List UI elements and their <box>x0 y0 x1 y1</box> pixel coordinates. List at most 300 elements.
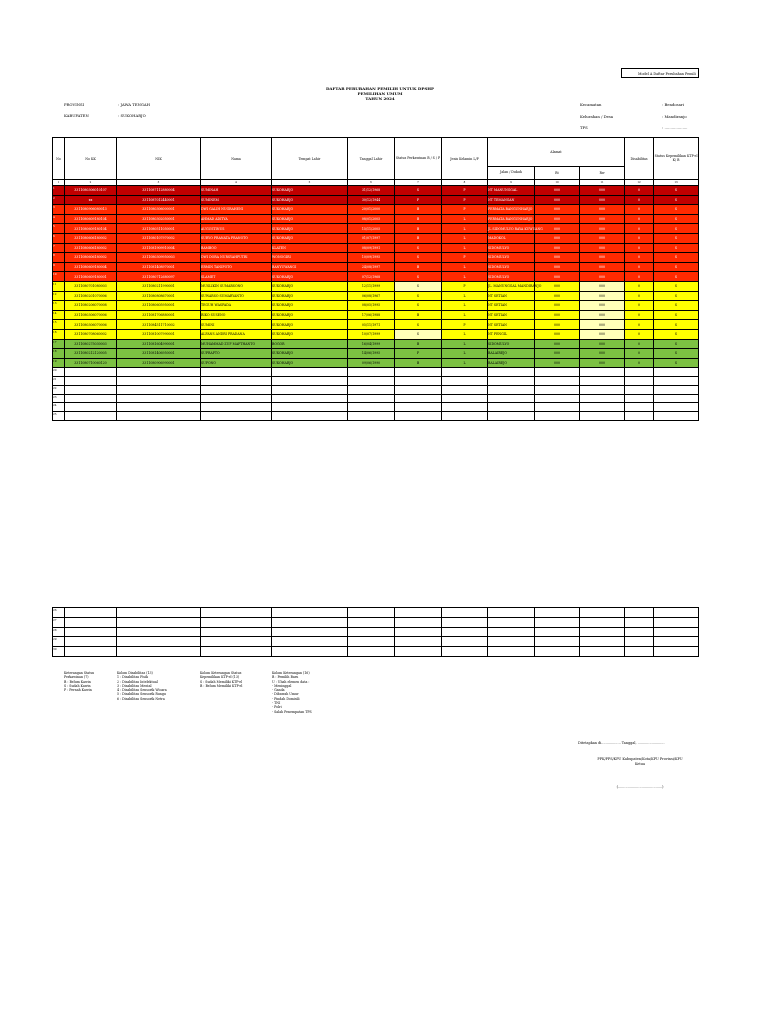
row-number: 26 <box>53 608 65 618</box>
cell-jalan: BALAIREJO <box>488 349 535 359</box>
empty-cell <box>348 394 395 403</box>
row-number: 9 <box>53 262 65 272</box>
note-line: - Meninggal <box>272 683 292 688</box>
empty-cell <box>272 412 348 421</box>
empty-cell <box>348 617 395 627</box>
note-line: B : Pemilih Baru <box>272 675 299 680</box>
empty-cell <box>117 394 201 403</box>
column-number: 9 <box>488 180 535 186</box>
empty-cell <box>625 368 654 377</box>
cell-status-perkawinan: S <box>395 243 442 253</box>
row-number: 21 <box>53 377 65 386</box>
row-number: 15 <box>53 320 65 330</box>
cell-jalan: PERMATA BANGUNHARJO <box>488 214 535 224</box>
cell-jenis-kelamin: P <box>442 281 488 291</box>
empty-cell <box>272 627 348 637</box>
header-no-kk: No KK <box>65 138 117 180</box>
cell-tempat-lahir: BANYUWANGI <box>272 262 348 272</box>
cell-tanggal-lahir: 20/01/2000 <box>348 205 395 215</box>
empty-cell <box>395 647 442 657</box>
cell-jenis-kelamin: L <box>442 310 488 320</box>
empty-cell <box>442 394 488 403</box>
cell-rw: 000 <box>580 272 625 282</box>
cell-tempat-lahir: SUKOHARJO <box>272 233 348 243</box>
cell-rw: 000 <box>580 186 625 196</box>
empty-row[interactable] <box>53 377 699 386</box>
cell-disabilitas: 0 <box>625 262 654 272</box>
cell-tempat-lahir: SUKOHARJO <box>272 224 348 234</box>
empty-cell <box>348 647 395 657</box>
cell-disabilitas: 0 <box>625 358 654 368</box>
note-line: Keterangan Status <box>64 671 95 675</box>
cell-tempat-lahir: SUKOHARJO <box>272 329 348 339</box>
cell-no-kk: 3311080701080003 <box>65 281 117 291</box>
cell-disabilitas: 0 <box>625 224 654 234</box>
notes-keterangan <box>272 671 312 714</box>
row-number: 20 <box>53 368 65 377</box>
cell-status-ktp: S <box>654 272 699 282</box>
cell-tanggal-lahir: 07/12/1968 <box>348 272 395 282</box>
cell-nik: 3311080808670001 <box>117 291 201 301</box>
cell-nama: BAMBOO <box>201 243 272 253</box>
cell-rt: 000 <box>535 186 580 196</box>
note-line: Kepemilikan KTP-el (13) <box>200 675 240 680</box>
note-line: 3 : Disabilitas Mental <box>117 683 152 688</box>
cell-status-ktp: S <box>654 281 699 291</box>
cell-nama: MUSLIKIN SUMARSONO <box>201 281 272 291</box>
cell-jalan: NT SETIAN <box>488 291 535 301</box>
empty-cell <box>488 377 535 386</box>
form-model-badge: Model A Daftar Perubahan Pemili <box>621 68 699 78</box>
cell-no-kk: xx <box>65 195 117 205</box>
notes-ktp <box>200 671 242 688</box>
row-number: 28 <box>53 627 65 637</box>
meta-kabupaten-value: : SUKOHARJO <box>118 113 146 118</box>
cell-rt: 000 <box>535 358 580 368</box>
empty-cell <box>65 385 117 394</box>
cell-disabilitas: 0 <box>625 253 654 263</box>
header-status-perkawinan: Status Perkawinan B / S / P <box>395 138 442 180</box>
row-number: 27 <box>53 617 65 627</box>
empty-cell <box>535 403 580 412</box>
table-row[interactable] <box>53 195 699 205</box>
cell-jenis-kelamin: L <box>442 349 488 359</box>
column-number: 12 <box>625 180 654 186</box>
cell-status-perkawinan: B <box>395 310 442 320</box>
signature-name: (.........................................) <box>616 785 664 789</box>
cell-status-perkawinan: S <box>395 253 442 263</box>
empty-cell <box>654 403 699 412</box>
cell-status-ktp: S <box>654 224 699 234</box>
cell-jalan: SIDOMULYO <box>488 243 535 253</box>
empty-cell <box>488 647 535 657</box>
empty-cell <box>535 627 580 637</box>
cell-disabilitas: 0 <box>625 329 654 339</box>
row-number: 22 <box>53 385 65 394</box>
cell-jenis-kelamin: L <box>442 291 488 301</box>
cell-rt: 000 <box>535 205 580 215</box>
cell-status-ktp: S <box>654 205 699 215</box>
cell-nama: AUGUSTINUS <box>201 224 272 234</box>
empty-cell <box>625 412 654 421</box>
empty-cell <box>395 368 442 377</box>
empty-cell <box>395 385 442 394</box>
empty-cell <box>654 608 699 618</box>
cell-jalan: NT SETIAN <box>488 301 535 311</box>
empty-cell <box>535 608 580 618</box>
empty-cell <box>535 368 580 377</box>
cell-tanggal-lahir: 09/06/1990 <box>348 358 395 368</box>
cell-nama: SUPRAPTO <box>201 349 272 359</box>
cell-tanggal-lahir: 24/08/1997 <box>348 262 395 272</box>
empty-cell <box>580 647 625 657</box>
column-number: 1 <box>53 180 65 186</box>
cell-nik: 3311081909910004 <box>117 243 201 253</box>
meta-kelurahan-label: Kelurahan / Desa <box>580 114 614 119</box>
table-row[interactable] <box>53 214 699 224</box>
table-row[interactable] <box>53 339 699 349</box>
cell-tempat-lahir: SUKOHARJO <box>272 195 348 205</box>
cell-rt: 000 <box>535 349 580 359</box>
cell-tanggal-lahir: 30/12/1944 <box>348 195 395 205</box>
cell-no-kk: 3311080201070006 <box>65 291 117 301</box>
cell-disabilitas: 0 <box>625 233 654 243</box>
note-line: Kolom Disabilitas (13) <box>117 671 153 675</box>
meta-kabupaten-label: KABUPATEN <box>64 113 89 118</box>
meta-tps-label: TPS <box>580 125 588 130</box>
empty-cell <box>535 377 580 386</box>
empty-row[interactable] <box>53 412 699 421</box>
header-keterangan: K/ B <box>672 157 680 162</box>
column-number: 11 <box>580 180 625 186</box>
empty-cell <box>65 627 117 637</box>
cell-no-kk: 3311080606180002 <box>65 253 117 263</box>
empty-row[interactable] <box>53 394 699 403</box>
empty-cell <box>348 377 395 386</box>
cell-rw: 000 <box>580 214 625 224</box>
cell-nik: 3311081706880001 <box>117 310 201 320</box>
cell-tanggal-lahir: 08/01/2005 <box>348 214 395 224</box>
empty-cell <box>488 627 535 637</box>
empty-cell <box>65 403 117 412</box>
empty-cell <box>201 385 272 394</box>
note-line: B : Belum Memiliki KTP-el <box>200 683 243 688</box>
empty-cell <box>395 394 442 403</box>
empty-cell <box>117 637 201 647</box>
empty-cell <box>395 617 442 627</box>
table-row[interactable] <box>53 320 699 330</box>
cell-rt: 000 <box>535 301 580 311</box>
empty-cell <box>535 637 580 647</box>
cell-tanggal-lahir: 31/12/1968 <box>348 186 395 196</box>
empty-cell <box>272 647 348 657</box>
cell-tempat-lahir: SUKOHARJO <box>272 205 348 215</box>
cell-disabilitas: 0 <box>625 186 654 196</box>
empty-cell <box>625 377 654 386</box>
notes-disabilitas <box>117 671 167 701</box>
cell-jenis-kelamin: P <box>442 253 488 263</box>
cell-nama: SUPONO <box>201 358 272 368</box>
empty-cell <box>580 637 625 647</box>
row-number: 7 <box>53 243 65 253</box>
cell-nama: ALFANS ANDRI PRADANA <box>201 329 272 339</box>
empty-cell <box>488 617 535 627</box>
signature-title: Ketua <box>634 762 646 766</box>
cell-jenis-kelamin: L <box>442 214 488 224</box>
table-row[interactable] <box>53 224 699 234</box>
empty-row[interactable] <box>53 385 699 394</box>
empty-cell <box>395 637 442 647</box>
table-row[interactable] <box>53 310 699 320</box>
empty-cell <box>654 368 699 377</box>
empty-cell <box>395 403 442 412</box>
cell-tempat-lahir: SUKOHARJO <box>272 281 348 291</box>
row-number: 29 <box>53 637 65 647</box>
row-number: 12 <box>53 291 65 301</box>
note-line: - Dibawah Umur <box>272 692 299 697</box>
note-line: U : Ubah elemen data : <box>272 679 310 684</box>
cell-tempat-lahir: SUKOHARJO <box>272 358 348 368</box>
cell-tanggal-lahir: 05/11/1971 <box>348 320 395 330</box>
empty-cell <box>65 617 117 627</box>
cell-rt: 000 <box>535 233 580 243</box>
table-row[interactable] <box>53 281 699 291</box>
note-line: 4 : Disabilitas Sensorik Wicara <box>117 688 167 693</box>
cell-no-kk: 3311080708060002 <box>65 329 117 339</box>
column-number: 3 <box>117 180 201 186</box>
empty-cell <box>117 627 201 637</box>
note-line: - TNI <box>272 701 281 706</box>
table-row[interactable] <box>53 301 699 311</box>
cell-rt: 000 <box>535 339 580 349</box>
cell-tempat-lahir: BOGOR <box>272 339 348 349</box>
cell-rt: 000 <box>535 195 580 205</box>
table-row[interactable] <box>53 272 699 282</box>
empty-cell <box>654 617 699 627</box>
empty-cell <box>348 368 395 377</box>
cell-nik: 3311080511050001 <box>117 224 201 234</box>
empty-cell <box>442 647 488 657</box>
cell-nama: SUWARSO SUMARYANTO <box>201 291 272 301</box>
empty-cell <box>348 412 395 421</box>
empty-cell <box>488 412 535 421</box>
empty-row[interactable] <box>53 403 699 412</box>
cell-nama: DWI DORA NURSYAHPUTRI <box>201 253 272 263</box>
empty-cell <box>117 608 201 618</box>
cell-status-perkawinan: P <box>395 349 442 359</box>
empty-cell <box>395 377 442 386</box>
empty-cell <box>272 403 348 412</box>
empty-cell <box>117 368 201 377</box>
cell-tempat-lahir: SUKOHARJO <box>272 320 348 330</box>
cell-jalan: JL SIDOMULYO RAYA KUWUANG <box>488 224 535 234</box>
cell-status-perkawinan: S <box>395 329 442 339</box>
row-number: 4 <box>53 214 65 224</box>
empty-row[interactable] <box>53 617 699 627</box>
header-alamat: Alamat <box>488 138 625 167</box>
cell-jalan: SIDOMULYO <box>488 253 535 263</box>
cell-status-perkawinan: B <box>395 262 442 272</box>
cell-jenis-kelamin: L <box>442 301 488 311</box>
header-jenis-kelamin: Jenis Kelamin L/P <box>442 138 488 180</box>
empty-cell <box>395 412 442 421</box>
empty-row[interactable] <box>53 627 699 637</box>
note-line: B : Belum Kawin <box>64 679 91 684</box>
empty-cell <box>654 647 699 657</box>
empty-cell <box>442 368 488 377</box>
empty-cell <box>442 385 488 394</box>
empty-cell <box>654 394 699 403</box>
cell-no-kk: 3311080306010107 <box>65 186 117 196</box>
cell-disabilitas: 0 <box>625 339 654 349</box>
cell-nik: 3311080107970002 <box>117 233 201 243</box>
cell-no-kk: 3311080206070008 <box>65 301 117 311</box>
empty-cell <box>580 377 625 386</box>
empty-cell <box>65 412 117 421</box>
cell-status-ktp: S <box>654 301 699 311</box>
cell-nik: 3311081408970001 <box>117 262 201 272</box>
cell-no-kk: 3311080710060120 <box>65 358 117 368</box>
row-number: 10 <box>53 272 65 282</box>
empty-cell <box>580 412 625 421</box>
empty-cell <box>272 617 348 627</box>
cell-no-kk: 3311080906080013 <box>65 205 117 215</box>
signature-office: PPK/PPS/KPU Kabupaten/Kota/KPU Provinsi/KPU <box>597 757 683 761</box>
cell-nama: SUMINEM <box>201 195 272 205</box>
empty-cell <box>654 377 699 386</box>
empty-cell <box>201 377 272 386</box>
document-subtitle: PEMILIHAN UMUM <box>357 91 403 96</box>
cell-jenis-kelamin: P <box>442 186 488 196</box>
cell-jalan: SIDOMULYO <box>488 272 535 282</box>
cell-status-perkawinan: S <box>395 186 442 196</box>
table-row[interactable] <box>53 233 699 243</box>
empty-row[interactable] <box>53 608 699 618</box>
empty-cell <box>535 412 580 421</box>
empty-row[interactable] <box>53 637 699 647</box>
cell-tanggal-lahir: 08/09/1991 <box>348 243 395 253</box>
empty-cell <box>625 647 654 657</box>
cell-tanggal-lahir: 10/09/1995 <box>348 253 395 263</box>
cell-rt: 000 <box>535 253 580 263</box>
cell-tanggal-lahir: 16/04/1999 <box>348 339 395 349</box>
cell-rt: 000 <box>535 272 580 282</box>
table-row[interactable] <box>53 205 699 215</box>
empty-cell <box>348 627 395 637</box>
table-row[interactable] <box>53 186 699 196</box>
cell-rw: 000 <box>580 339 625 349</box>
cell-status-ktp: S <box>654 339 699 349</box>
empty-cell <box>442 377 488 386</box>
cell-tempat-lahir: SUKOHARJO <box>272 272 348 282</box>
cell-status-perkawinan: B <box>395 339 442 349</box>
empty-cell <box>65 377 117 386</box>
empty-cell <box>625 637 654 647</box>
cell-status-ktp: S <box>654 320 699 330</box>
cell-nama: SUMINI <box>201 320 272 330</box>
voter-rows <box>53 186 699 421</box>
cell-rt: 000 <box>535 214 580 224</box>
cell-disabilitas: 0 <box>625 281 654 291</box>
cell-jenis-kelamin: L <box>442 233 488 243</box>
cell-nama: SURYO PRANATA PRANOTO <box>201 233 272 243</box>
empty-cell <box>65 608 117 618</box>
cell-nik: 3311081604990001 <box>117 339 201 349</box>
row-number: 2 <box>53 195 65 205</box>
cell-jenis-kelamin: P <box>442 320 488 330</box>
empty-cell <box>201 647 272 657</box>
meta-provinsi-label: PROVINSI <box>64 102 85 107</box>
table-row[interactable] <box>53 329 699 339</box>
cell-nama: ERMIN TANIFOTO <box>201 262 272 272</box>
empty-cell <box>348 385 395 394</box>
cell-jenis-kelamin: L <box>442 262 488 272</box>
column-number: 5 <box>272 180 348 186</box>
cell-rt: 000 <box>535 310 580 320</box>
header-no: No <box>53 138 65 180</box>
cell-status-perkawinan: P <box>395 195 442 205</box>
table-row[interactable] <box>53 291 699 301</box>
cell-tempat-lahir: SUKOHARJO <box>272 214 348 224</box>
empty-cell <box>117 617 201 627</box>
cell-jalan: JL. MANUNGGAL MANDIRANJO <box>488 281 535 291</box>
cell-status-ktp: S <box>654 329 699 339</box>
table-row[interactable] <box>53 253 699 263</box>
row-number: 13 <box>53 301 65 311</box>
empty-row[interactable] <box>53 368 699 377</box>
empty-cell <box>442 608 488 618</box>
empty-cell <box>395 627 442 637</box>
note-line: S : Sudah Memiliki KTP-el <box>200 679 243 684</box>
table-row[interactable] <box>53 349 699 359</box>
empty-cell <box>580 608 625 618</box>
cell-jenis-kelamin: L <box>442 243 488 253</box>
note-line: S : Sudah Kawin <box>64 683 91 688</box>
table-row[interactable] <box>53 262 699 272</box>
cell-status-perkawinan: B <box>395 224 442 234</box>
empty-cell <box>117 385 201 394</box>
note-line: 5 : Disabilitas Sensorik Rungu <box>117 692 166 697</box>
row-number: 23 <box>53 394 65 403</box>
cell-tanggal-lahir: 14/06/1995 <box>348 349 395 359</box>
empty-row[interactable] <box>53 647 699 657</box>
cell-nik: 3311087112880004 <box>117 186 201 196</box>
cell-rw: 000 <box>580 262 625 272</box>
note-line: - Polri <box>272 705 282 710</box>
cell-nama: SLAMET <box>201 272 272 282</box>
note-line: - Pindah Domisili <box>272 696 300 701</box>
empty-cell <box>580 385 625 394</box>
empty-cell <box>201 394 272 403</box>
cell-tempat-lahir: WONOGIRI <box>272 253 348 263</box>
empty-cell <box>488 368 535 377</box>
column-number: 4 <box>201 180 272 186</box>
table-row[interactable] <box>53 243 699 253</box>
empty-cell <box>117 647 201 657</box>
voter-change-table <box>52 137 699 421</box>
cell-jalan: NT SETIAN <box>488 320 535 330</box>
cell-nik: 3311081007990001 <box>117 329 201 339</box>
empty-cell <box>488 403 535 412</box>
cell-jenis-kelamin: P <box>442 205 488 215</box>
table-row[interactable] <box>53 358 699 368</box>
cell-nik: 3311087012440001 <box>117 195 201 205</box>
cell-no-kk: 3311080609180104 <box>65 214 117 224</box>
cell-nik: 3311080302050001 <box>117 214 201 224</box>
empty-cell <box>625 403 654 412</box>
empty-cell <box>442 627 488 637</box>
cell-jalan: MADOKOL <box>488 233 535 243</box>
